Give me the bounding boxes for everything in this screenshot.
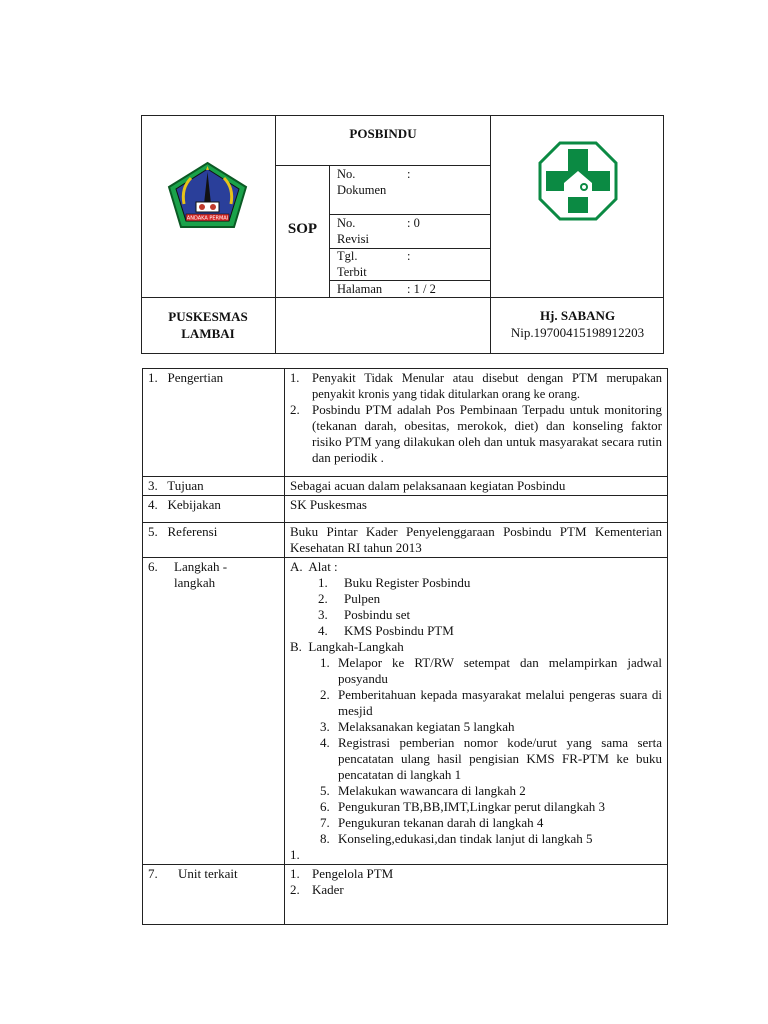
list-item: 2. Pulpen xyxy=(318,591,381,606)
list-item: 2. Kader xyxy=(290,882,344,897)
sop-divider xyxy=(329,165,330,297)
list-item: 4. Registrasi pemberian nomor kode/urut yang sama serta pencatatan ulang hasil pengisian KMS FR-PTM ke buku pencatatan di langkah 1 xyxy=(320,735,662,782)
revision-label: No. Revisi xyxy=(337,216,369,246)
list-item: 5. Melakukan wawancara di langkah 2 xyxy=(320,783,526,798)
alat-title: A. Alat : xyxy=(290,559,338,574)
list-item: 3. Melaksanakan kegiatan 5 langkah xyxy=(320,719,515,734)
row-label-langkah xyxy=(143,558,285,865)
list-item: 4. KMS Posbindu PTM xyxy=(318,623,454,638)
steps-title: B. Langkah-Langkah xyxy=(290,639,404,654)
row-number: 7. xyxy=(148,866,158,881)
list-item: 2. Pemberitahuan kepada masyarakat melalui pengeras suara di mesjid xyxy=(320,687,662,718)
regional-crest-logo xyxy=(166,160,249,230)
row-content-kebijakan: SK Puskesmas xyxy=(285,496,668,523)
table-row xyxy=(143,477,668,496)
row-label-tujuan: 3. Tujuan xyxy=(143,477,285,496)
row-label-kebijakan: 4. Kebijakan xyxy=(143,496,285,523)
row-label-pengertian: 1. Pengertian xyxy=(143,369,285,477)
list-item: 1. Melapor ke RT/RW setempat dan melampirkan jadwal posyandu xyxy=(320,655,662,686)
row-label-text: Langkah - langkah xyxy=(174,559,228,590)
list-item: 7. Pengukuran tekanan darah di langkah 4 xyxy=(320,815,544,830)
row-content-tujuan: Sebagai acuan dalam pelaksanaan kegiatan Posbindu xyxy=(285,477,668,496)
table-row xyxy=(143,865,668,925)
row-label-unit xyxy=(143,865,285,925)
page-label: Halaman xyxy=(337,282,383,296)
puskesmas-cross-logo xyxy=(538,141,618,221)
list-item: 8. Konseling,edukasi,dan tindak lanjut di langkah 5 xyxy=(320,831,593,846)
issue-date-value: : xyxy=(407,249,411,263)
row-content-pengertian xyxy=(285,369,668,477)
list-item: 2. Posbindu PTM adalah Pos Pembinaan Terpadu untuk monitoring (tekanan darah, obesitas, merokok, diet) dan konseling faktor risiko PTM yang dilakukan oleh dan untuk masyarakat secara rutin dan periodik . xyxy=(290,402,662,465)
doc-number-label: No. Dokumen xyxy=(337,167,387,197)
list-item: 1. Buku Register Posbindu xyxy=(318,575,471,590)
row-content-referensi: Buku Pintar Kader Penyelenggaraan Posbindu PTM Kementerian Kesehatan RI tahun 2013 xyxy=(285,523,668,558)
table-row xyxy=(143,369,668,477)
row-label-referensi: 5. Referensi xyxy=(143,523,285,558)
row-number: 6. xyxy=(148,559,158,574)
row-label-text: Unit terkait xyxy=(178,866,238,881)
table-row xyxy=(143,558,668,865)
page-title: POSBINDU xyxy=(349,126,417,141)
table-row xyxy=(143,523,668,558)
row-content-unit xyxy=(285,865,668,925)
sop-label: SOP xyxy=(287,221,318,237)
header-divider-bottom xyxy=(141,297,664,298)
logo-ribbon-text: ANDAKA PERMAI xyxy=(186,215,229,222)
list-item: 1. Penyakit Tidak Menular atau disebut dengan PTM merupakan penyakit kronis yang tidak ditularkan orang ke orang. xyxy=(290,371,662,401)
page-value: : 1 / 2 xyxy=(407,282,436,296)
list-item: 6. Pengukuran TB,BB,IMT,Lingkar perut dilangkah 3 xyxy=(320,799,606,814)
list-item: 3. Posbindu set xyxy=(318,607,411,622)
list-item: 1. Pengelola PTM xyxy=(290,866,394,881)
signer-name: Hj. SABANG xyxy=(539,308,616,323)
table-row xyxy=(143,496,668,523)
revision-value: : 0 xyxy=(407,216,420,230)
issue-date-label: Tgl. Terbit xyxy=(337,249,367,279)
sop-content-table xyxy=(142,368,668,925)
institution-name: PUSKESMAS LAMBAI xyxy=(168,309,248,341)
trailing-number: 1. xyxy=(290,847,300,862)
row-content-langkah xyxy=(285,558,668,865)
doc-number-value: : xyxy=(407,167,411,181)
signer-nip: Nip.19700415198912203 xyxy=(510,325,645,340)
